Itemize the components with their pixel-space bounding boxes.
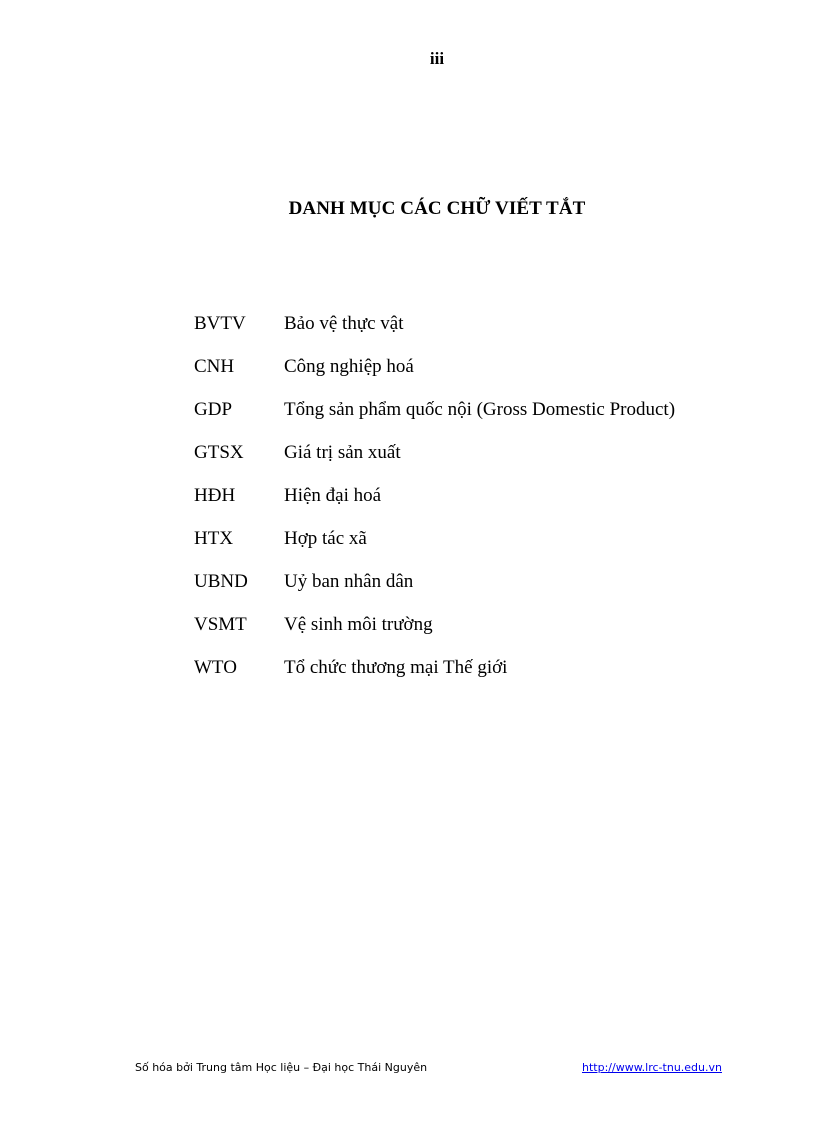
abbreviation-meaning: Vệ sinh môi trường [284,613,433,635]
abbreviation-code: VSMT [194,613,247,635]
abbreviation-meaning: Tổng sản phẩm quốc nội (Gross Domestic Product) [284,398,676,420]
list-item [194,474,754,517]
abbreviation-meaning: Tổ chức thương mại Thế giới [284,656,508,678]
list-item [194,431,754,474]
abbreviation-code: CNH [194,355,235,377]
abbreviation-meaning: Uỷ ban nhân dân [284,570,414,592]
list-item [194,302,754,345]
footer-credit: Số hóa bởi Trung tâm Học liệu – Đại học Thái Nguyên [135,1061,428,1074]
abbreviation-list [194,302,754,689]
abbreviation-meaning: Công nghiệp hoá [284,355,414,377]
abbreviation-meaning: Bảo vệ thực vật [284,312,404,334]
page-title: DANH MỤC CÁC CHỮ VIẾT TẮT [288,198,586,219]
abbreviation-code: BVTV [194,312,246,334]
list-item [194,345,754,388]
abbreviation-meaning: Hiện đại hoá [284,484,382,506]
list-item [194,603,754,646]
abbreviation-code: WTO [194,656,237,678]
abbreviation-code: GDP [194,398,233,420]
footer-link[interactable]: http://www.lrc-tnu.edu.vn [582,1061,722,1074]
abbreviation-code: UBND [194,570,248,592]
list-item [194,560,754,603]
abbreviation-code: GTSX [194,441,244,463]
list-item [194,517,754,560]
abbreviation-code: HĐH [194,484,236,506]
abbreviation-code: HTX [194,527,234,549]
list-item [194,388,754,431]
page-number: iii [429,49,445,68]
abbreviation-meaning: Giá trị sản xuất [284,441,401,463]
list-item [194,646,754,689]
abbreviation-meaning: Hợp tác xã [284,527,367,549]
